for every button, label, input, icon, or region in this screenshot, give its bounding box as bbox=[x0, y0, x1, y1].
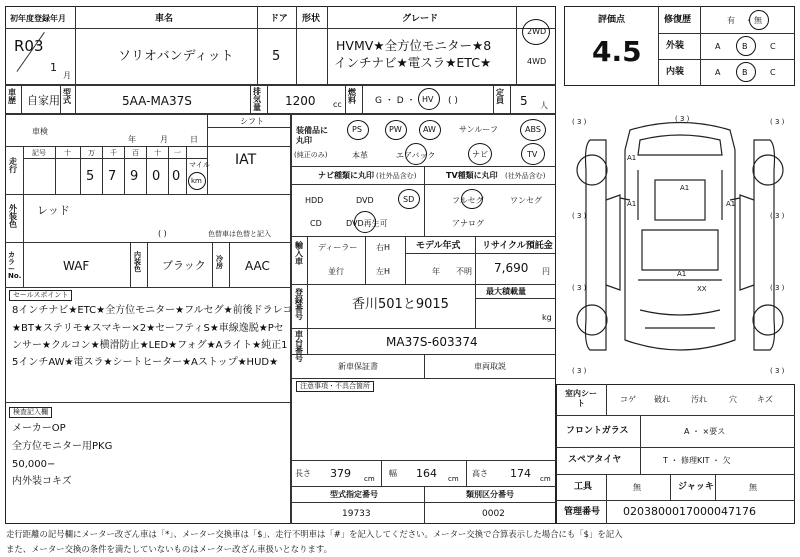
seat-opt: キズ bbox=[757, 395, 773, 404]
type-no-value: 19733 bbox=[342, 509, 371, 519]
spare-label: スペアタイヤ bbox=[568, 455, 622, 465]
drive-2wd: 2WD bbox=[527, 27, 547, 36]
glass-options: A ・ ×要ス bbox=[684, 427, 726, 436]
exterior-label: 外装 bbox=[666, 41, 685, 51]
width-label: 幅 bbox=[389, 469, 397, 478]
model-year-unknown: 不明 bbox=[456, 267, 472, 276]
mileage-digit: 5 bbox=[86, 169, 95, 184]
record-line: 50,000− bbox=[12, 459, 56, 470]
int-a: A bbox=[715, 68, 721, 77]
max-load-label: 最大積載量 bbox=[486, 287, 526, 296]
inspection-day-unit: 日 bbox=[190, 135, 198, 144]
first-reg-month: 1 bbox=[50, 61, 57, 74]
nav-type-sub: (社外品含む) bbox=[376, 172, 417, 180]
displacement-label: 排気量 bbox=[253, 87, 261, 112]
fuel-label: 燃料 bbox=[348, 88, 356, 105]
diagram-bracket: ( 3 ) bbox=[572, 284, 587, 292]
nav-cd: CD bbox=[310, 219, 322, 228]
nav-dvd-play: DVD再生可 bbox=[346, 219, 388, 228]
km-label: km bbox=[191, 177, 202, 185]
repair-none: 無 bbox=[754, 16, 762, 25]
car-name: ソリオバンディット bbox=[118, 49, 234, 64]
damage-mark: A1 bbox=[726, 200, 736, 208]
model-value: 5AA-MA37S bbox=[122, 94, 192, 108]
damage-mark: A1 bbox=[677, 270, 687, 278]
inspection-month-unit: 月 bbox=[160, 135, 168, 144]
notes-tag: 注意事項・不具合箇所 bbox=[296, 381, 374, 392]
type-no-label: 型式指定番号 bbox=[330, 490, 378, 499]
equip-navi: ナビ bbox=[472, 150, 488, 159]
frame-value: MA37S-603374 bbox=[386, 335, 478, 349]
ext-a: A bbox=[715, 42, 721, 51]
tv-oneseg: ワンセグ bbox=[510, 196, 542, 205]
mileage-symbol-label: 記号 bbox=[32, 149, 46, 157]
diagram-bracket: ( 3 ) bbox=[770, 284, 785, 292]
ac-value: AAC bbox=[245, 259, 270, 273]
warranty-label: 新車保証書 bbox=[338, 362, 378, 371]
footer-note-2: また、メーター交換の条件を満たしていないものはメーター改ざん車扱いとなります。 bbox=[6, 544, 332, 554]
unit-label: 十 bbox=[154, 149, 161, 157]
grade-line-1: HVMV★全方位モニター★8 bbox=[336, 38, 492, 53]
color-code-label: カラーNo. bbox=[8, 251, 22, 280]
color-note: 色替車は色替と記入 bbox=[208, 230, 271, 238]
mileage-digit: 9 bbox=[130, 169, 139, 184]
shift-value: IAT bbox=[235, 152, 257, 168]
inspection-label: 車検 bbox=[32, 127, 48, 136]
repair-label: 修復歴 bbox=[664, 15, 692, 25]
mileage-digit: 7 bbox=[108, 169, 117, 184]
recycle-value: 7,690 bbox=[494, 261, 529, 275]
model-label: 型式 bbox=[63, 88, 71, 105]
capacity-unit: 人 bbox=[540, 101, 548, 110]
capacity-value: 5 bbox=[520, 94, 528, 108]
grade-line-2: インチナビ★電スラ★ETC★ bbox=[334, 55, 492, 70]
glass-label: フロントガラス bbox=[566, 426, 629, 436]
reg-value: 香川501と9015 bbox=[352, 297, 449, 312]
tv-fullseg: フルセグ bbox=[452, 196, 484, 205]
damage-mark: A1 bbox=[627, 200, 637, 208]
max-load-kg: kg bbox=[542, 313, 552, 322]
repair-yes: 有 bbox=[727, 16, 735, 25]
record-tag: 検査記入欄 bbox=[9, 407, 52, 418]
door-label: ドア bbox=[270, 14, 288, 24]
sales-point-line: 5インチAW★電スラ★シートヒーター★Aストップ★HUD★ bbox=[12, 357, 279, 368]
equip-ps: PS bbox=[352, 125, 362, 134]
tv-analog: アナログ bbox=[452, 219, 484, 228]
unit-label: 百 bbox=[132, 149, 139, 157]
sales-point-line: 8インチナビ★ETC★全方位モニター★フルセグ★前後ドラレコ bbox=[12, 305, 293, 316]
inspection-year-unit: 年 bbox=[128, 135, 136, 144]
interior-color-label: 内装色 bbox=[134, 251, 141, 273]
equip-sunroof: サンルーフ bbox=[459, 125, 498, 134]
car-name-label: 車名 bbox=[155, 14, 174, 24]
color-label: 外装色 bbox=[9, 204, 17, 229]
height-label: 高さ bbox=[472, 469, 488, 478]
seat-opt: 汚れ bbox=[691, 395, 707, 404]
repair-dot: ・ bbox=[745, 16, 753, 25]
unit-label: 十 bbox=[64, 149, 71, 157]
import-dealer: ディーラー bbox=[318, 243, 358, 252]
height-cm: cm bbox=[540, 475, 551, 483]
diagram-bracket: ( 3 ) bbox=[770, 367, 785, 375]
color-value: レッド bbox=[37, 204, 70, 217]
width-cm: cm bbox=[448, 475, 459, 483]
fuel-selected: HV bbox=[422, 95, 434, 104]
nav-type-label: ナビ種類に丸印 bbox=[318, 171, 374, 180]
unit-label: 一 bbox=[174, 149, 181, 157]
length-label: 長さ bbox=[295, 469, 311, 478]
car-damage-diagram bbox=[560, 110, 800, 380]
damage-mark: A1 bbox=[680, 184, 690, 192]
equip-airbag: エアバック bbox=[396, 151, 436, 160]
class-no-value: 0002 bbox=[482, 509, 505, 519]
first-reg-year: R03 bbox=[14, 37, 44, 55]
model-year-unit: 年 bbox=[432, 267, 440, 276]
displacement-value: 1200 bbox=[285, 94, 316, 108]
ext-c: C bbox=[770, 42, 776, 51]
equipment-label: 装備品に丸印 bbox=[296, 126, 328, 145]
spare-options: T ・ 修理KIT ・ 欠 bbox=[663, 456, 731, 465]
equipment-sub: (純正のみ) bbox=[294, 151, 328, 159]
recycle-yen: 円 bbox=[542, 267, 550, 276]
score-label: 評価点 bbox=[598, 15, 626, 25]
first-reg-label: 初年度登録年月 bbox=[10, 14, 66, 23]
nav-hdd: HDD bbox=[305, 196, 324, 205]
diagram-bracket: ( 3 ) bbox=[572, 118, 587, 126]
seat-opt: コゲ bbox=[620, 395, 636, 404]
unit-label: 千 bbox=[110, 149, 117, 157]
import-parallel: 並行 bbox=[328, 267, 344, 276]
unit-label: 万 bbox=[88, 149, 95, 157]
import-right-h: 右H bbox=[376, 243, 391, 252]
diagram-bracket: ( 3 ) bbox=[770, 118, 785, 126]
diagram-bracket: ( 3 ) bbox=[572, 367, 587, 375]
month-unit: 月 bbox=[63, 71, 71, 80]
ext-b: B bbox=[742, 42, 748, 51]
door-count: 5 bbox=[272, 49, 281, 64]
interior-label: 内装 bbox=[666, 67, 685, 77]
equip-leather: 本革 bbox=[352, 151, 368, 160]
import-left-h: 左H bbox=[376, 267, 391, 276]
jack-label: ジャッキ bbox=[678, 482, 714, 492]
length-value: 379 bbox=[330, 467, 351, 480]
model-year-label: モデル年式 bbox=[416, 241, 461, 251]
length-cm: cm bbox=[364, 475, 375, 483]
recycle-label: リサイクル預託金 bbox=[482, 241, 553, 251]
footer-note-1: 走行距離の記号欄にメーター改ざん車は「*」、メーター交換車は「$」、走行不明車は「#」を記入してください。メーター交換で合算表示した場合にも「$」を記入 bbox=[6, 529, 623, 539]
seat-opt: 穴 bbox=[729, 395, 737, 404]
damage-mark: XX bbox=[697, 285, 707, 293]
cc-unit: cc bbox=[333, 100, 342, 109]
mileage-digit: 0 bbox=[172, 169, 181, 184]
shape-label: 形状 bbox=[302, 14, 321, 24]
int-b: B bbox=[742, 68, 748, 77]
record-line: 内外装コキズ bbox=[12, 476, 72, 487]
drive-4wd: 4WD bbox=[527, 57, 547, 66]
color-code: WAF bbox=[63, 259, 90, 273]
interior-color: ブラック bbox=[162, 259, 206, 272]
nav-dvd: DVD bbox=[356, 196, 374, 205]
height-value: 174 bbox=[510, 467, 531, 480]
sales-point-line: ★BT★ステリモ★スマキー×2★セーフティS★車線逸脱★Pセ bbox=[12, 323, 284, 334]
reg-label: 登録番号 bbox=[295, 288, 303, 321]
use-label: 車歴 bbox=[8, 88, 16, 105]
mileage-digit: 0 bbox=[152, 169, 161, 184]
record-line: メーカーOP bbox=[12, 423, 66, 434]
fuel-options: G ・ D ・ bbox=[375, 96, 416, 106]
mgmt-value: 0203800017000047176 bbox=[623, 505, 756, 518]
mgmt-label: 管理番号 bbox=[564, 507, 601, 517]
record-line: 全方位モニター用PKG bbox=[12, 441, 113, 452]
fuel-blank: ( ) bbox=[448, 96, 458, 106]
diagram-bracket: ( 3 ) bbox=[572, 212, 587, 220]
width-value: 164 bbox=[416, 467, 437, 480]
import-label: 輸入車 bbox=[295, 241, 303, 266]
tv-type-sub: (社外品含む) bbox=[505, 172, 546, 180]
int-c: C bbox=[770, 68, 776, 77]
grade-label: グレード bbox=[402, 14, 439, 24]
class-no-label: 類別区分番号 bbox=[466, 490, 514, 499]
damage-mark: A1 bbox=[627, 154, 637, 162]
sales-point-line: ンサー★クルコン★横滑防止★LED★フォグ★Aライト★純正1 bbox=[12, 340, 288, 351]
nav-sd: SD bbox=[403, 195, 415, 204]
mile-label: マイル bbox=[189, 161, 210, 169]
color-paren: ( ) bbox=[158, 229, 167, 238]
equip-aw: AW bbox=[423, 125, 436, 134]
tool-label: 工具 bbox=[574, 482, 593, 492]
diagram-bracket: ( 3 ) bbox=[770, 212, 785, 220]
seat-label: 室内シート bbox=[565, 389, 597, 409]
mileage-label: 走行 bbox=[9, 157, 17, 174]
shift-label: シフト bbox=[240, 117, 264, 126]
equip-tv: TV bbox=[527, 150, 538, 159]
sales-points-tag: セールスポイント bbox=[9, 290, 72, 301]
frame-label: 車台番号 bbox=[295, 330, 303, 363]
equip-abs: ABS bbox=[525, 125, 541, 134]
seat-opt: 破れ bbox=[654, 395, 670, 404]
use-value: 自家用 bbox=[27, 94, 60, 107]
score-value: 4.5 bbox=[592, 35, 642, 68]
tv-type-label: TV種類に丸印 bbox=[446, 171, 498, 180]
jack-value: 無 bbox=[749, 483, 757, 492]
manual-label: 車両取説 bbox=[474, 362, 506, 371]
ac-label: 冷房 bbox=[216, 255, 223, 270]
diagram-bracket: ( 3 ) bbox=[675, 115, 690, 123]
equip-pw: PW bbox=[389, 125, 402, 134]
capacity-label: 定員 bbox=[496, 88, 504, 105]
tool-value: 無 bbox=[633, 483, 641, 492]
